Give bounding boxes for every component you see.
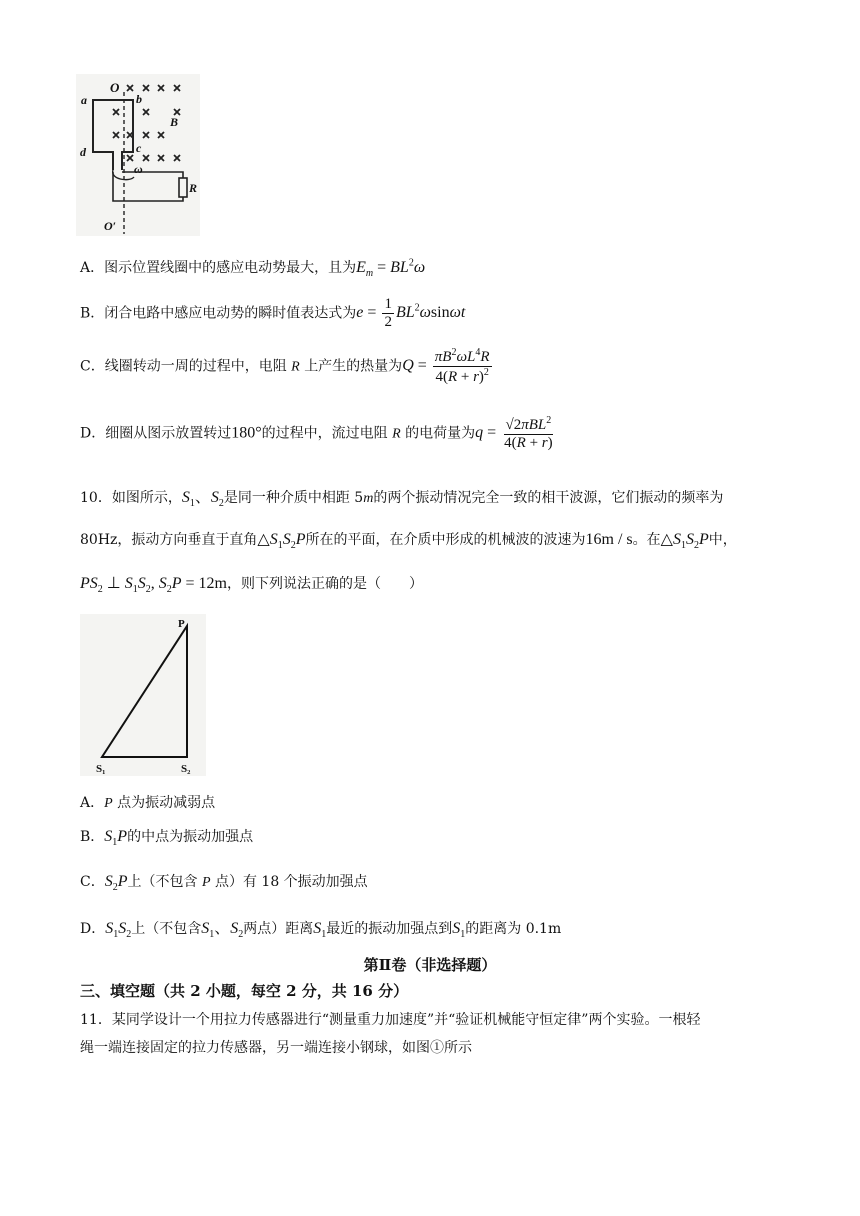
q10-option-d: [80, 915, 561, 940]
q10-option-d-s1-s2: $S_1$、$S_2$: [201, 920, 244, 941]
q10-option-c: [80, 871, 368, 893]
triangle-label-p: P: [178, 618, 185, 630]
q9-option-d-post: 的电荷量为: [405, 425, 476, 442]
q10-option-d-s1-a: $S_1$: [313, 920, 327, 941]
q9-option-a: [80, 257, 425, 279]
q10-option-b-label: B．: [80, 829, 105, 845]
q9-option-a-text: A．图示位置线圈中的感应电动势最大，且为: [80, 260, 357, 276]
q10-option-d-s1s2: $S_1S_2$: [105, 920, 132, 941]
q10-option-b-text: 的中点为振动加强点: [127, 829, 254, 845]
q10-option-d-mid3: 最近的振动加强点到: [326, 921, 453, 937]
label-R: R: [189, 181, 198, 195]
q9-option-d-mid: 的过程中，流过电阻: [261, 425, 388, 442]
label-O: O: [110, 80, 120, 95]
q10-line2-post: 。在: [632, 532, 661, 548]
q9-option-d-text: D．细圈从图示放置转过: [80, 425, 232, 442]
q9-option-c: [80, 347, 494, 387]
q9-option-d-formula: q = $\frac{√2\pi BL^2}{4(R + r)}$: [475, 415, 553, 452]
q10-option-d-mid: 上（不包含: [131, 921, 202, 937]
q10-line-3: [80, 573, 423, 595]
q10-option-d-label: D．: [80, 921, 106, 937]
q10-sources: $S_1$、$S_2$: [181, 489, 224, 510]
q9-option-a-formula: $E_m = BL^2\omega$: [356, 257, 426, 280]
q11-line-2: 绳一端连接固定的拉力传感器，另一端连接小钢球，如图①所示: [80, 1040, 472, 1056]
figure-coil-magnetic-field: [76, 74, 200, 236]
q10-line1-post: 的两个振动情况完全一致的相干波源，它们振动的频率为: [373, 490, 724, 506]
q10-line2-pre: 80Hz，振动方向垂直于直角: [80, 532, 258, 548]
figure-triangle: [80, 614, 206, 776]
triangle-svg: [80, 614, 206, 776]
q10-option-b: [80, 826, 253, 848]
q10-line1-mid: 是同一种介质中相距 5: [223, 490, 364, 506]
q9-option-b-text: B．闭合电路中感应电动势的瞬时值表达式为: [80, 305, 357, 322]
q9-option-d-r: R: [392, 426, 401, 442]
q10-option-a-label: A．: [80, 795, 105, 811]
triangle-label-s2: S₂: [181, 763, 191, 775]
q9-option-c-formula: Q = $\frac{\pi B^2\omega L^4R}{4(R + r)^2}$: [402, 347, 490, 386]
q9-option-c-mid: 上产生的热量为: [304, 358, 403, 375]
q9-option-b-formula: e = $\frac{1}{2}$ $BL^2\omega\sin\omega t$: [356, 296, 466, 331]
q10-line2-mid: 所在的平面，在介质中形成的机械波的波速为: [305, 532, 586, 548]
label-O-prime: O′: [104, 219, 117, 233]
q9-option-c-r: R: [291, 359, 300, 375]
q10-option-c-label: C．: [80, 874, 105, 890]
label-B: B: [170, 115, 179, 129]
part-two-title: 第Ⅱ卷（非选择题）: [363, 956, 497, 974]
q10-option-c-text: 点）有 18 个振动加强点: [214, 874, 368, 890]
q10-option-a-p: P: [104, 796, 113, 811]
q10-triangle-2: $\triangle S_1S_2P$: [660, 531, 709, 552]
q10-condition-formula: $PS_2$ ⊥ $S_1S_2$, $S_2P = 12m$: [80, 575, 227, 596]
section-three-title: 三、填空题（共 2 小题，每空 2 分，共 16 分）: [80, 982, 409, 1000]
q10-option-c-p: P: [201, 875, 211, 890]
label-d: d: [80, 145, 86, 159]
label-omega: ω: [134, 162, 143, 176]
q10-m: m: [363, 491, 374, 506]
label-a: a: [81, 93, 87, 107]
q11-line-1: 11．某同学设计一个用拉力传感器进行“测量重力加速度”并“验证机械能守恒定律”两个实验。一根轻: [80, 1012, 701, 1028]
label-c: c: [136, 141, 142, 155]
q10-speed: 16m / s: [585, 531, 633, 548]
q10-option-b-formula: $S_1P$: [104, 828, 128, 849]
q10-option-c-formula: $S_2P$: [104, 873, 128, 894]
q10-option-d-mid2: 两点）距离: [243, 921, 314, 937]
q9-option-b: [80, 296, 465, 332]
q10-number: 10．如图所示，: [80, 490, 182, 506]
q10-option-a-text: 点为振动减弱点: [117, 795, 216, 811]
q10-line-2: [80, 529, 737, 551]
q10-line2-end: 中，: [708, 532, 737, 548]
q10-option-a: [80, 792, 215, 812]
q9-option-c-text: C．线圈转动一周的过程中，电阻: [80, 358, 287, 375]
q10-line-1: [80, 484, 723, 509]
label-b: b: [136, 92, 142, 106]
q9-option-d-angle: 180°: [231, 424, 262, 442]
q10-option-d-text: 的距离为 0.1m: [465, 921, 562, 937]
q9-option-d: [80, 415, 557, 453]
q10-option-d-s1-b: $S_1$: [452, 920, 466, 941]
q10-option-c-mid: 上（不包含: [127, 874, 198, 890]
q10-triangle-1: $\triangle S_1S_2P$: [257, 531, 306, 552]
coil-diagram-svg: [76, 74, 200, 236]
q10-line3-post: ，则下列说法正确的是（ ）: [226, 576, 423, 592]
triangle-label-s1: S₁: [96, 763, 106, 775]
